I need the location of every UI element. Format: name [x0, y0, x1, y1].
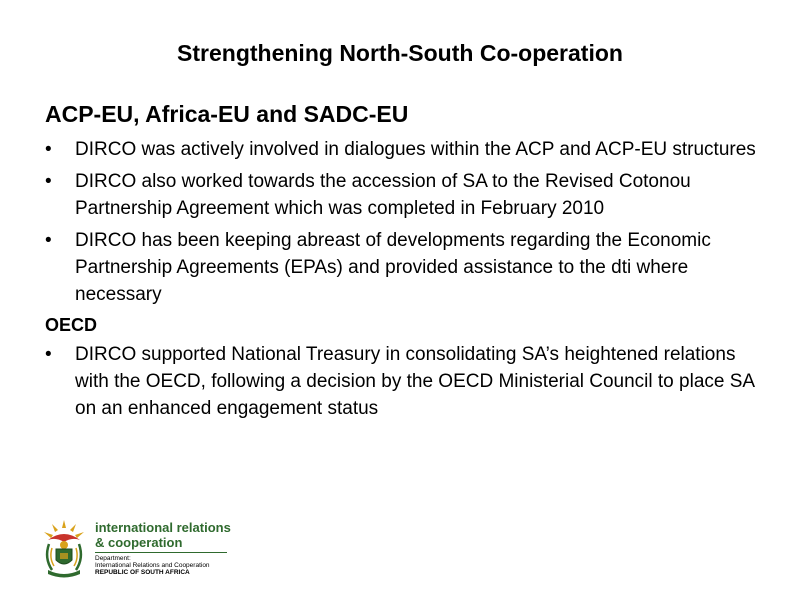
- logo-line-2: & cooperation: [95, 535, 183, 550]
- logo-sub-1: Department:: [95, 555, 131, 562]
- bullet-list-acp-eu: [45, 136, 765, 308]
- logo-divider: [95, 552, 227, 553]
- section-heading-oecd: OECD: [45, 315, 98, 335]
- dirco-logo: [40, 518, 240, 580]
- slide-title: Strengthening North-South Co-operation: [177, 40, 623, 66]
- bullet-mark: •: [45, 171, 52, 192]
- bullet-text: DIRCO supported National Treasury in consolidating SA’s heightened relations with the OECD, following a decision by the OECD Ministerial Council to place SA on an enhanced engagement status: [75, 344, 755, 419]
- bullet-mark: •: [45, 139, 52, 160]
- logo-sub-3: REPUBLIC OF SOUTH AFRICA: [95, 569, 190, 576]
- bullet-list-oecd: [45, 341, 765, 422]
- bullet-item: [45, 136, 765, 163]
- bullet-text: DIRCO was actively involved in dialogues within the ACP and ACP-EU structures: [75, 139, 756, 160]
- bullet-text: DIRCO also worked towards the accession of SA to the Revised Cotonou Partnership Agreement which was completed in February 2010: [75, 171, 691, 219]
- logo-sub-2: International Relations and Cooperation: [95, 562, 210, 569]
- bullet-text: DIRCO has been keeping abreast of developments regarding the Economic Partnership Agreements (EPAs) and provided assistance to the dti where necessary: [75, 230, 711, 305]
- coat-of-arms-icon: [40, 518, 88, 580]
- bullet-item: [45, 341, 765, 422]
- logo-line-1: international relations: [95, 520, 231, 535]
- bullet-mark: •: [45, 344, 52, 365]
- slide-content: [45, 98, 765, 427]
- section-heading-acp-eu: ACP-EU, Africa-EU and SADC-EU: [45, 101, 409, 127]
- bullet-item: [45, 227, 765, 308]
- bullet-mark: •: [45, 230, 52, 251]
- bullet-item: [45, 168, 765, 222]
